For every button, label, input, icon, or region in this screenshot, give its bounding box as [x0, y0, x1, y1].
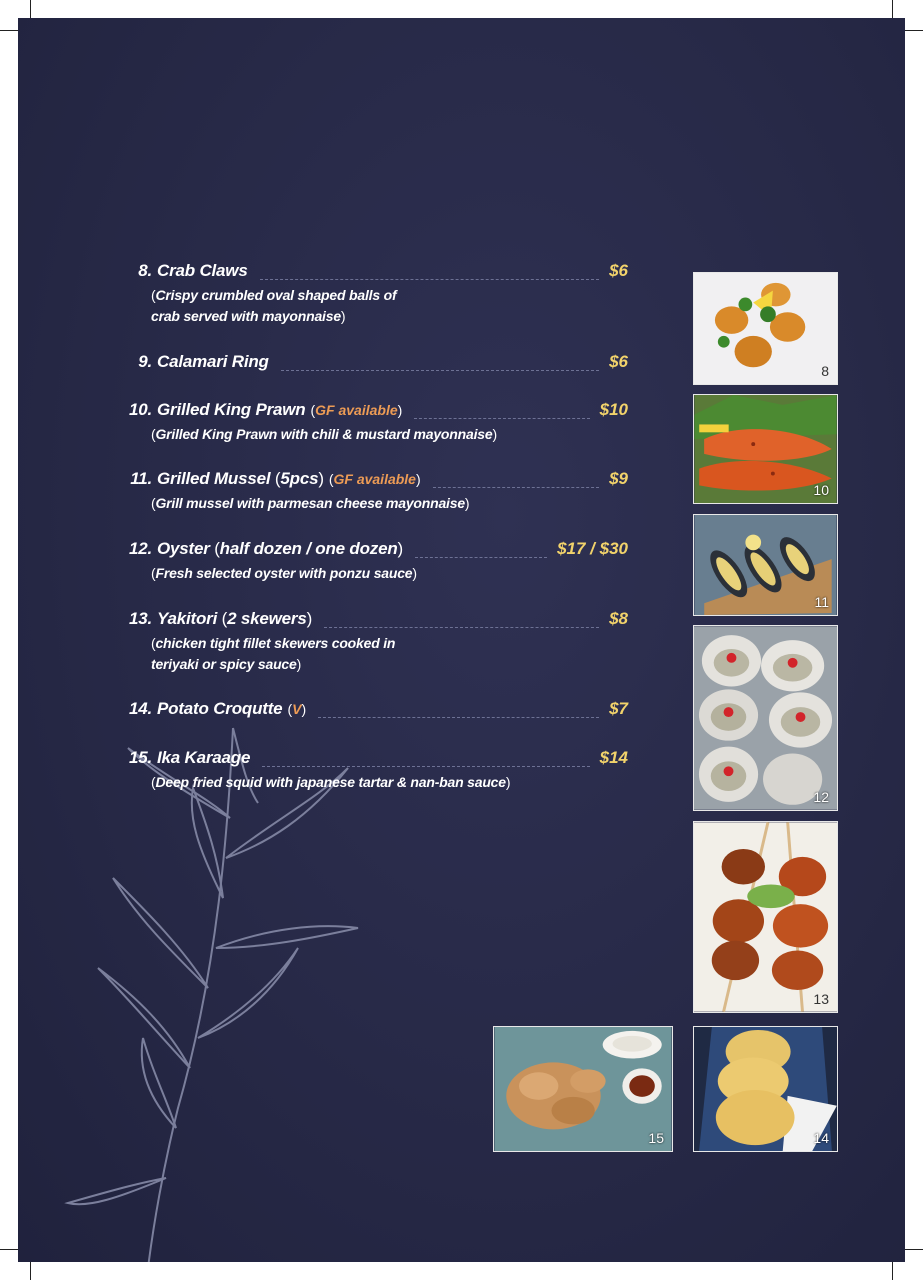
menu-item	[118, 352, 628, 376]
menu-item-description	[151, 563, 628, 584]
dotted-leader	[281, 369, 599, 371]
menu-item-price: $17 / $30	[557, 539, 628, 558]
menu-item-name-group	[157, 469, 324, 489]
menu-item-description-text: Crispy crumbled oval shaped balls of crab served with mayonnaise	[151, 287, 397, 324]
menu-item-description	[151, 493, 628, 514]
dotted-leader	[262, 765, 589, 767]
crop-mark	[905, 1249, 923, 1250]
menu-item-name-group	[157, 699, 282, 719]
menu-item-name: Grilled King Prawn	[157, 400, 306, 419]
paren-open: (	[151, 426, 156, 442]
crop-mark	[30, 1262, 31, 1280]
menu-item-name: Oyster	[157, 539, 210, 558]
menu-item-description-text: chicken tight fillet skewers cooked in teriyaki or spicy sauce	[151, 635, 396, 672]
menu-item	[118, 469, 628, 514]
crop-mark	[892, 0, 893, 18]
paren-close: )	[397, 402, 403, 418]
paren-close: )	[397, 539, 404, 558]
photo-number: 12	[813, 789, 829, 805]
paren-open: (	[151, 287, 156, 303]
menu-item	[118, 539, 628, 584]
menu-item-row	[118, 261, 628, 285]
menu-item	[118, 748, 628, 793]
menu-item	[118, 400, 628, 445]
paren-open: (	[151, 495, 156, 511]
menu-item-number: 9.	[138, 352, 152, 371]
menu-item-name: Calamari Ring	[157, 352, 269, 371]
dotted-leader	[318, 716, 599, 718]
menu-item-description	[151, 772, 628, 793]
menu-item-description-text: Fresh selected oyster with ponzu sauce	[155, 565, 413, 581]
menu-item-name-group	[157, 400, 305, 420]
menu-item-name-group	[157, 748, 250, 768]
menu-item-number: 15.	[128, 748, 152, 767]
menu-item-number: 13.	[128, 609, 152, 628]
menu-item-price: $14	[599, 748, 628, 767]
photo-number: 10	[813, 482, 829, 498]
menu-item-name: Crab Claws	[157, 261, 248, 280]
paren-close: )	[301, 701, 307, 717]
dotted-leader	[415, 556, 547, 558]
menu-item-row	[118, 539, 628, 563]
menu-item-description	[151, 285, 628, 327]
photo-yakitori	[693, 821, 838, 1013]
menu-item-name-group	[157, 352, 269, 372]
paren-close: )	[296, 656, 302, 672]
menu-item-description-text: Grilled King Prawn with chili & mustard mayonnaise	[155, 426, 493, 442]
photo-potato-croquette	[693, 1026, 838, 1152]
crop-mark	[30, 0, 31, 18]
menu-item	[118, 609, 628, 675]
dotted-leader	[260, 278, 599, 280]
menu-item	[118, 699, 628, 723]
photo-crab-claws	[693, 272, 838, 385]
paren-open: (	[217, 609, 228, 628]
menu-item-name: Potato Croqutte	[157, 699, 283, 718]
menu-item-name: Grilled Mussel	[157, 469, 271, 488]
menu-item-price: $10	[599, 400, 628, 419]
paren-open: (	[209, 539, 220, 558]
menu-item-row	[118, 699, 628, 723]
dietary-tag	[310, 402, 402, 418]
menu-item-name: Ika Karaage	[157, 748, 251, 767]
menu-item-number: 12.	[128, 539, 152, 558]
menu-item-name-detail: 5pcs	[280, 469, 319, 488]
menu-page	[18, 18, 905, 1262]
dotted-leader	[324, 626, 599, 628]
crop-mark	[892, 1262, 893, 1280]
menu-item-row	[118, 748, 628, 772]
menu-item-name-group	[157, 609, 312, 629]
menu-item-number: 11.	[130, 469, 152, 488]
paren-open: (	[151, 565, 156, 581]
dotted-leader	[433, 486, 599, 488]
photo-number: 13	[813, 991, 829, 1007]
photo-number: 15	[648, 1130, 664, 1146]
menu-item	[118, 261, 628, 327]
paren-open: (	[328, 471, 334, 487]
crop-mark	[0, 30, 18, 31]
menu-item-row	[118, 352, 628, 376]
menu-item-row	[118, 469, 628, 493]
menu-item-price: $9	[609, 469, 628, 488]
paren-close: )	[415, 471, 421, 487]
photo-grilled-mussel	[693, 514, 838, 616]
menu-item-number: 8.	[138, 261, 152, 280]
paren-close: )	[306, 609, 313, 628]
paren-close: )	[318, 469, 324, 488]
crop-mark	[0, 1249, 18, 1250]
paren-open: (	[270, 469, 281, 488]
menu-item-description	[151, 424, 628, 445]
menu-item-name-detail: half dozen / one dozen	[219, 539, 398, 558]
photo-number: 14	[813, 1130, 829, 1146]
dotted-leader	[414, 417, 589, 419]
dietary-tag-label: V	[292, 701, 302, 717]
paren-open: (	[151, 635, 156, 651]
menu-item-number: 10.	[128, 400, 152, 419]
paren-open: (	[310, 402, 316, 418]
dietary-tag	[329, 471, 421, 487]
photo-number: 11	[814, 594, 829, 610]
menu-item-price: $8	[609, 609, 628, 628]
menu-item-row	[118, 400, 628, 424]
menu-item-price: $6	[609, 352, 628, 371]
photo-oyster	[693, 625, 838, 811]
photo-number: 8	[821, 363, 829, 379]
dietary-tag-label: GF available	[333, 471, 416, 487]
menu-item-description-text: Deep fried squid with japanese tartar & nan-ban sauce	[155, 774, 506, 790]
dietary-tag	[287, 701, 306, 717]
menu-item-name-group	[157, 539, 403, 559]
menu-item-description-text: Grill mussel with parmesan cheese mayonnaise	[155, 495, 465, 511]
paren-open: (	[287, 701, 293, 717]
paren-close: )	[340, 308, 346, 324]
menu-item-price: $7	[609, 699, 628, 718]
paren-close: )	[464, 495, 470, 511]
photo-grilled-king-prawn	[693, 394, 838, 504]
paren-close: )	[492, 426, 497, 442]
menu-item-name: Yakitori	[157, 609, 218, 628]
paren-close: )	[505, 774, 511, 790]
menu-item-row	[118, 609, 628, 633]
paren-open: (	[151, 774, 156, 790]
crop-mark	[905, 30, 923, 31]
dietary-tag-label: GF available	[315, 402, 398, 418]
menu-item-name-group	[157, 261, 248, 281]
menu-item-description	[151, 633, 628, 675]
photo-ika-karaage	[493, 1026, 673, 1152]
menu-item-name-detail: 2 skewers	[227, 609, 307, 628]
paren-close: )	[412, 565, 417, 581]
menu-item-number: 14.	[128, 699, 152, 718]
menu-item-price: $6	[609, 261, 628, 280]
